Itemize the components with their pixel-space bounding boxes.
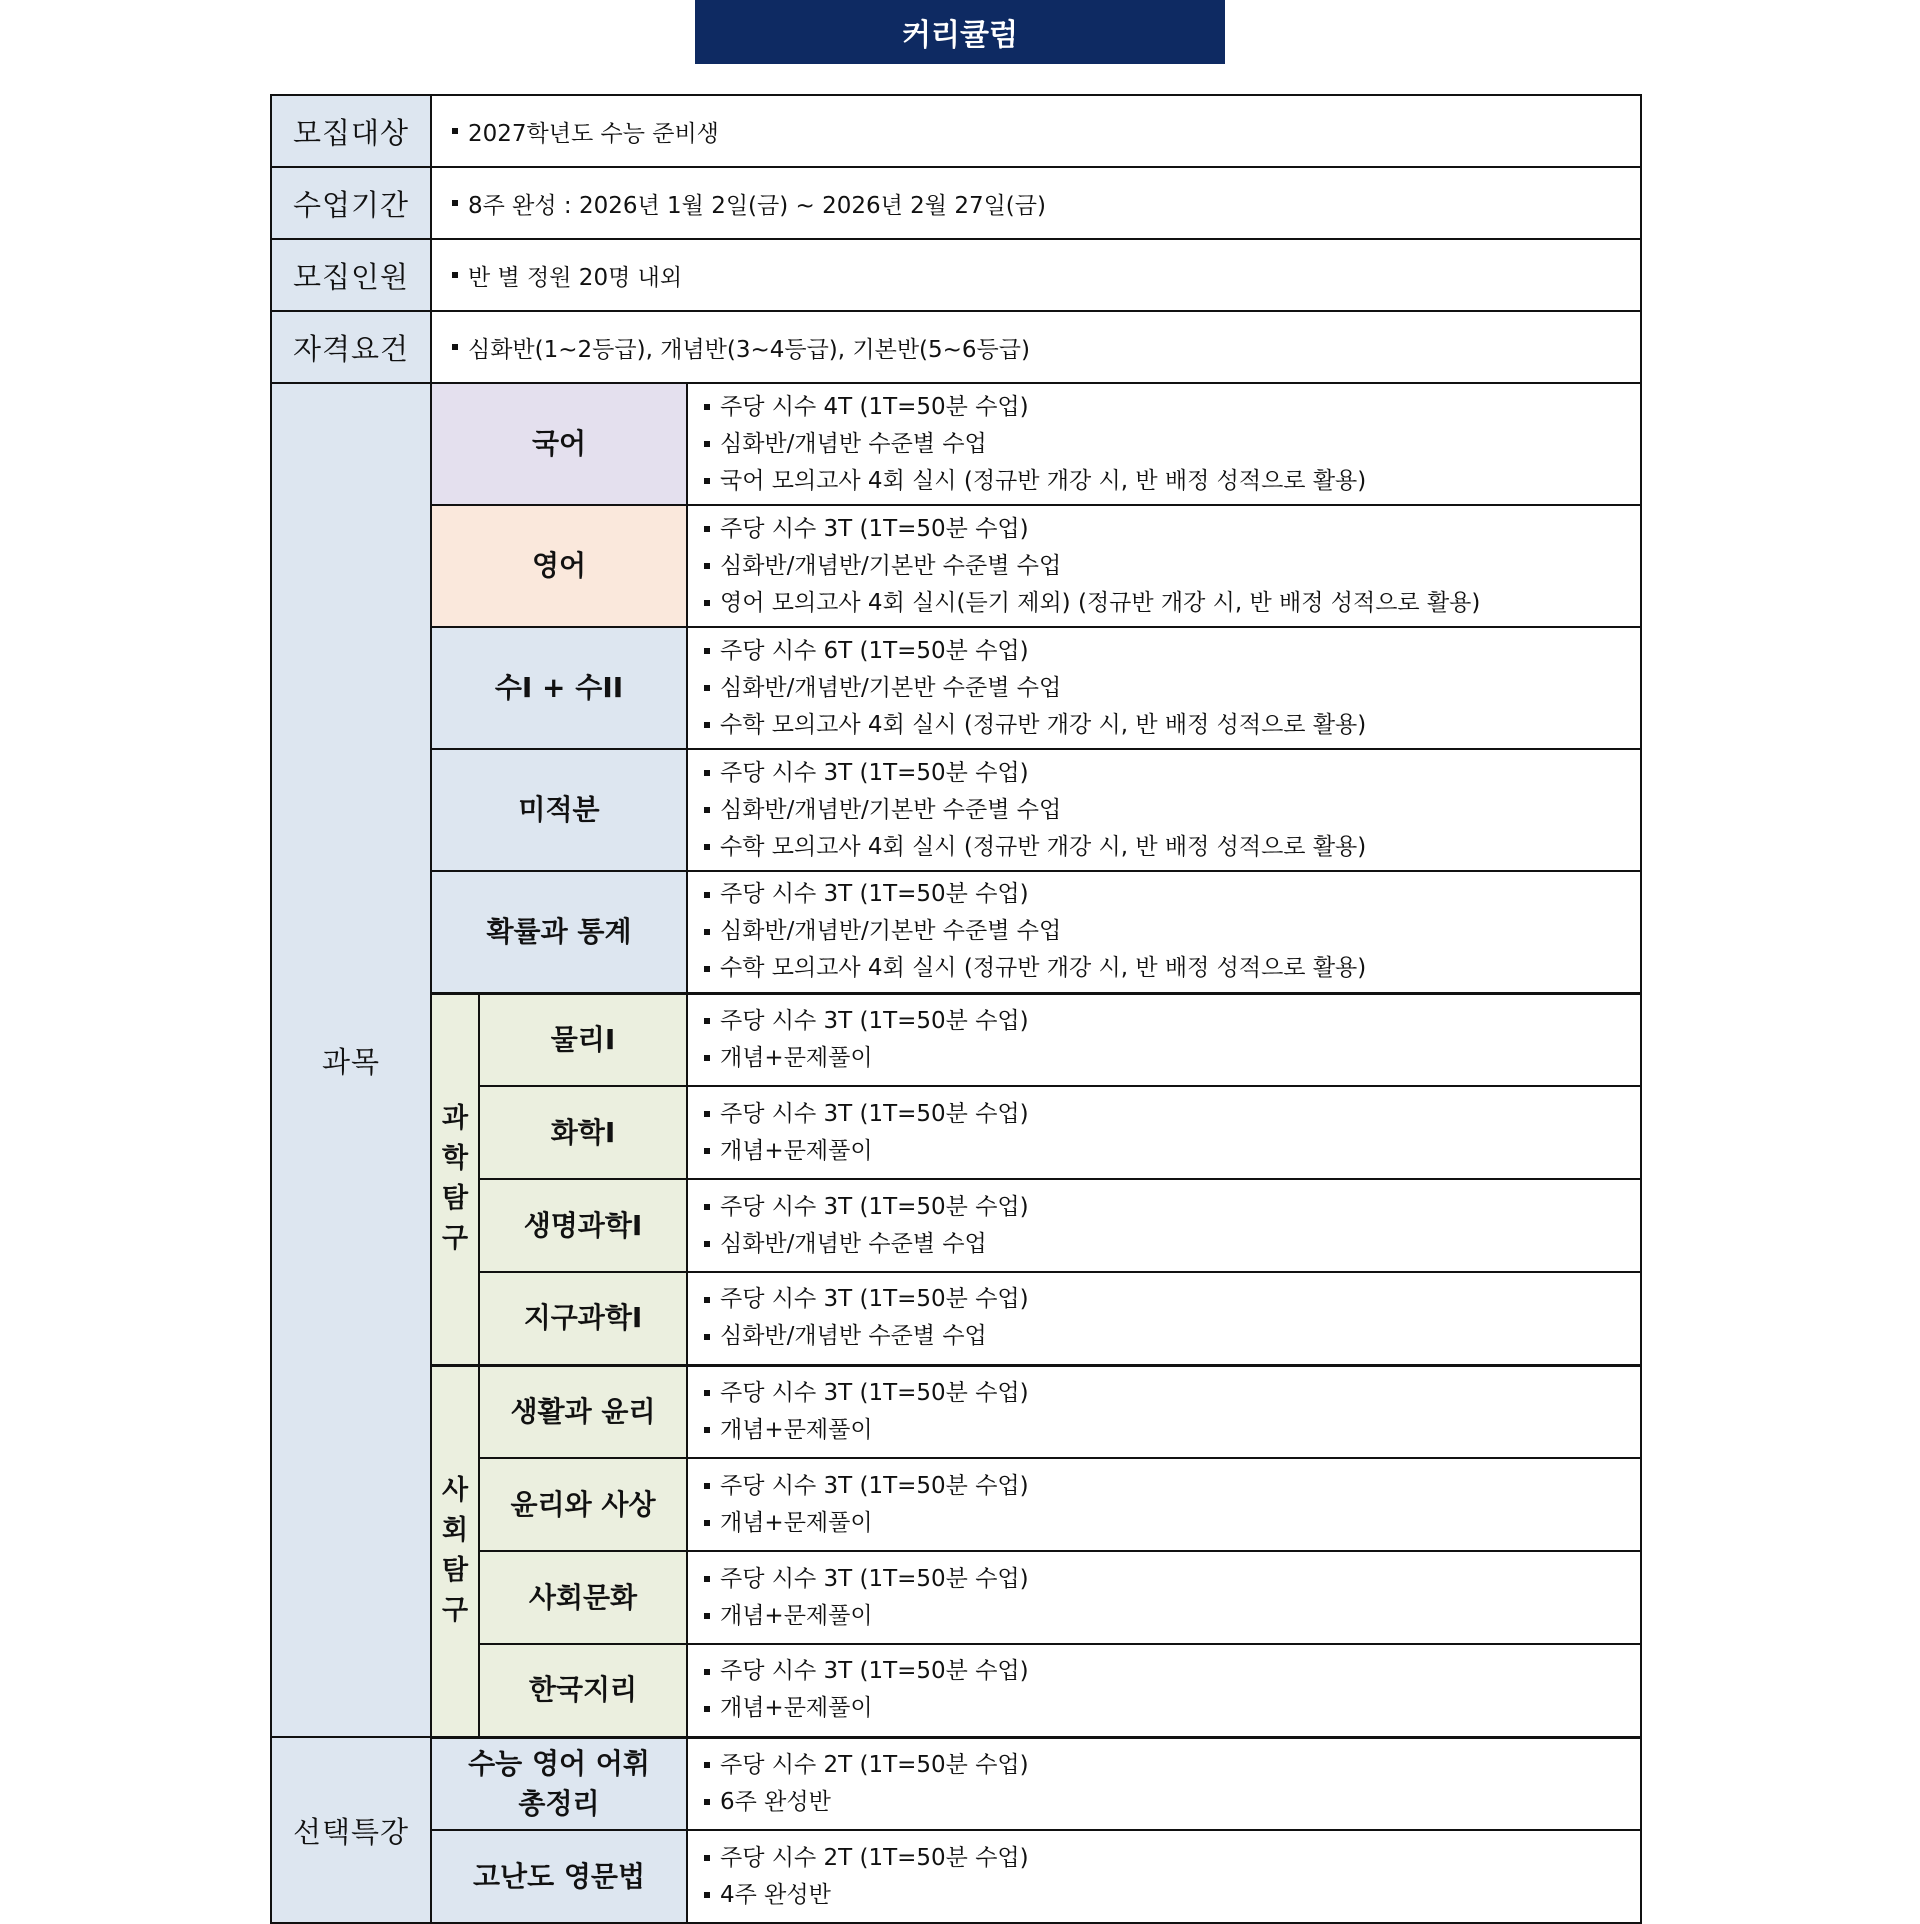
subject-details bbox=[687, 627, 1641, 749]
info-row bbox=[271, 95, 1641, 167]
info-label: 자격요건 bbox=[271, 311, 431, 383]
special-row bbox=[271, 1830, 1641, 1923]
special-name bbox=[431, 1830, 687, 1923]
subject-details bbox=[687, 871, 1641, 993]
detail-line: 심화반/개념반/기본반 수준별 수업 bbox=[704, 670, 1640, 707]
detail-line: 주당 시수 3T (1T=50분 수업) bbox=[704, 1003, 1640, 1040]
detail-line: 개념+문제풀이 bbox=[704, 1133, 1640, 1170]
subject-row bbox=[271, 993, 1641, 1086]
subject-row bbox=[271, 749, 1641, 871]
detail-line: 6주 완성반 bbox=[704, 1784, 1640, 1821]
subjects-label: 과목 bbox=[271, 383, 431, 1737]
detail-line: 주당 시수 3T (1T=50분 수업) bbox=[704, 1375, 1640, 1412]
special-details bbox=[687, 1830, 1641, 1923]
subject-details bbox=[687, 1179, 1641, 1272]
science-group-label bbox=[431, 993, 479, 1365]
info-value-cell bbox=[431, 95, 1641, 167]
detail-line: 심화반/개념반/기본반 수준별 수업 bbox=[704, 792, 1640, 829]
detail-line: 주당 시수 3T (1T=50분 수업) bbox=[704, 1281, 1640, 1318]
detail-line: 주당 시수 3T (1T=50분 수업) bbox=[704, 876, 1640, 913]
page-title: 커리큘럼 bbox=[695, 0, 1225, 64]
info-value: 2027학년도 수능 준비생 bbox=[452, 115, 1640, 148]
detail-line: 개념+문제풀이 bbox=[704, 1412, 1640, 1449]
info-row bbox=[271, 239, 1641, 311]
subject-details bbox=[687, 1272, 1641, 1365]
special-name bbox=[431, 1737, 687, 1830]
special-label: 선택특강 bbox=[271, 1737, 431, 1923]
subject-details bbox=[687, 1086, 1641, 1179]
info-value: 반 별 정원 20명 내외 bbox=[452, 259, 1640, 292]
subject-name: 사회문화 bbox=[479, 1551, 687, 1644]
detail-line: 영어 모의고사 4회 실시(듣기 제외) (정규반 개강 시, 반 배정 성적으로 활용) bbox=[704, 585, 1640, 622]
group-char: 회 bbox=[441, 1515, 469, 1546]
special-row bbox=[271, 1737, 1641, 1830]
subject-details bbox=[687, 1644, 1641, 1737]
subject-row bbox=[271, 1365, 1641, 1458]
detail-line: 주당 시수 3T (1T=50분 수업) bbox=[704, 1468, 1640, 1505]
subject-name: 물리I bbox=[479, 993, 687, 1086]
detail-line: 주당 시수 3T (1T=50분 수업) bbox=[704, 511, 1640, 548]
info-label: 모집인원 bbox=[271, 239, 431, 311]
subject-name: 국어 bbox=[431, 383, 687, 505]
detail-line: 심화반/개념반/기본반 수준별 수업 bbox=[704, 548, 1640, 585]
info-value-cell bbox=[431, 167, 1641, 239]
subject-name: 확률과 통계 bbox=[431, 871, 687, 993]
group-char: 사 bbox=[441, 1475, 469, 1506]
subject-details bbox=[687, 1365, 1641, 1458]
detail-line: 국어 모의고사 4회 실시 (정규반 개강 시, 반 배정 성적으로 활용) bbox=[704, 463, 1640, 500]
subject-row bbox=[271, 627, 1641, 749]
detail-line: 주당 시수 3T (1T=50분 수업) bbox=[704, 1189, 1640, 1226]
detail-line: 개념+문제풀이 bbox=[704, 1598, 1640, 1635]
special-details bbox=[687, 1737, 1641, 1830]
subject-details bbox=[687, 749, 1641, 871]
group-char: 과 bbox=[441, 1103, 469, 1134]
detail-line: 개념+문제풀이 bbox=[704, 1040, 1640, 1077]
detail-line: 심화반/개념반 수준별 수업 bbox=[704, 1226, 1640, 1263]
subject-name: 한국지리 bbox=[479, 1644, 687, 1737]
detail-line: 주당 시수 6T (1T=50분 수업) bbox=[704, 633, 1640, 670]
detail-line: 주당 시수 4T (1T=50분 수업) bbox=[704, 389, 1640, 426]
subject-name: 미적분 bbox=[431, 749, 687, 871]
group-char: 학 bbox=[441, 1143, 469, 1174]
detail-line: 개념+문제풀이 bbox=[704, 1690, 1640, 1727]
subject-name: 지구과학I bbox=[479, 1272, 687, 1365]
info-row bbox=[271, 311, 1641, 383]
social-group-label bbox=[431, 1365, 479, 1737]
info-label: 모집대상 bbox=[271, 95, 431, 167]
subject-name: 생활과 윤리 bbox=[479, 1365, 687, 1458]
group-char: 탐 bbox=[441, 1555, 469, 1586]
subject-name: 윤리와 사상 bbox=[479, 1458, 687, 1551]
detail-line: 심화반/개념반/기본반 수준별 수업 bbox=[704, 913, 1640, 950]
detail-line: 주당 시수 3T (1T=50분 수업) bbox=[704, 1561, 1640, 1598]
info-value: 8주 완성 : 2026년 1월 2일(금) ~ 2026년 2월 27일(금) bbox=[452, 187, 1640, 220]
subject-row bbox=[271, 871, 1641, 993]
subject-row bbox=[271, 383, 1641, 505]
detail-line: 수학 모의고사 4회 실시 (정규반 개강 시, 반 배정 성적으로 활용) bbox=[704, 707, 1640, 744]
subject-details bbox=[687, 993, 1641, 1086]
subject-details bbox=[687, 1551, 1641, 1644]
group-char: 구 bbox=[441, 1223, 469, 1254]
subject-details bbox=[687, 505, 1641, 627]
subject-name: 수I + 수II bbox=[431, 627, 687, 749]
info-value-cell bbox=[431, 239, 1641, 311]
subject-details bbox=[687, 1458, 1641, 1551]
detail-line: 개념+문제풀이 bbox=[704, 1505, 1640, 1542]
group-char: 구 bbox=[441, 1595, 469, 1626]
curriculum-table bbox=[270, 94, 1642, 1924]
detail-line: 주당 시수 2T (1T=50분 수업) bbox=[704, 1840, 1640, 1877]
detail-line: 심화반/개념반 수준별 수업 bbox=[704, 1318, 1640, 1355]
subject-details bbox=[687, 383, 1641, 505]
special-name-line: 고난도 영문법 bbox=[472, 1859, 646, 1893]
subject-name: 화학I bbox=[479, 1086, 687, 1179]
subject-name: 생명과학I bbox=[479, 1179, 687, 1272]
detail-line: 수학 모의고사 4회 실시 (정규반 개강 시, 반 배정 성적으로 활용) bbox=[704, 829, 1640, 866]
info-row bbox=[271, 167, 1641, 239]
detail-line: 주당 시수 2T (1T=50분 수업) bbox=[704, 1747, 1640, 1784]
detail-line: 수학 모의고사 4회 실시 (정규반 개강 시, 반 배정 성적으로 활용) bbox=[704, 950, 1640, 987]
detail-line: 주당 시수 3T (1T=50분 수업) bbox=[704, 1096, 1640, 1133]
detail-line: 4주 완성반 bbox=[704, 1877, 1640, 1914]
special-name-line: 총정리 bbox=[518, 1786, 600, 1820]
special-name-line: 수능 영어 어휘 bbox=[468, 1746, 650, 1780]
info-value: 심화반(1~2등급), 개념반(3~4등급), 기본반(5~6등급) bbox=[452, 331, 1640, 364]
subject-row bbox=[271, 505, 1641, 627]
info-label: 수업기간 bbox=[271, 167, 431, 239]
group-char: 탐 bbox=[441, 1183, 469, 1214]
detail-line: 심화반/개념반 수준별 수업 bbox=[704, 426, 1640, 463]
detail-line: 주당 시수 3T (1T=50분 수업) bbox=[704, 1653, 1640, 1690]
detail-line: 주당 시수 3T (1T=50분 수업) bbox=[704, 755, 1640, 792]
subject-name: 영어 bbox=[431, 505, 687, 627]
info-value-cell bbox=[431, 311, 1641, 383]
